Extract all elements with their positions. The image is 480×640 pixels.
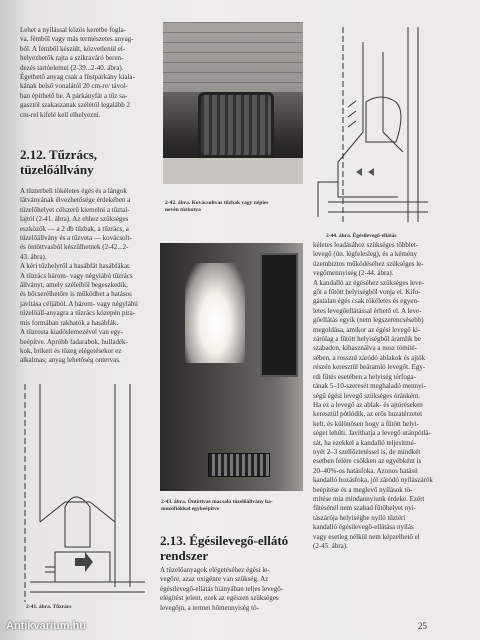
text-line: levegő (ún. légfelesleg), és a kémény xyxy=(313,250,417,259)
text-line: tüzelőáll-anyagra a tűzrács közepén pira- xyxy=(20,309,136,318)
text-line: levegőjn, a termet hőmennyiség tö- xyxy=(160,603,259,612)
text-line: üzembiztos működéséhez szükséges le- xyxy=(313,259,424,268)
text-line: sát, ha ezekkel a kandalló teljesítmé- xyxy=(313,438,417,447)
text-line: rdi fűtés esetében a helyiség térfoga- xyxy=(313,372,416,381)
text-line: beépítése és a meglevő nyílások tö- xyxy=(313,485,413,494)
text-line: Égethető anyag csak a füstpárkány kiala- xyxy=(20,73,135,82)
photo-242-caption xyxy=(165,200,305,214)
section-212-title-line2: tüzelőállvány xyxy=(20,162,94,177)
text-line: gőt a fűtött helyiségből vonja el. Kifo- xyxy=(313,288,421,297)
text-line: A kéri tűzhelyről a hasábfát hasábfákat. xyxy=(20,262,131,271)
fire-grate xyxy=(198,92,274,158)
watermark: Antikvarium.hu xyxy=(6,620,87,632)
text-line: keresztül pótlódik, az erős huzatérzetet xyxy=(313,410,423,419)
photo-242-caption-line1: 2-42. ábra. Kovácsoltvas tűzbak vagy népies xyxy=(165,200,269,206)
text-line: A tűzrács három- vagy négylábú tűzrács xyxy=(20,271,133,280)
text-line: és öntöttvasból készülhetnek (2-42...2- xyxy=(20,243,129,252)
diagram-air-supply xyxy=(308,22,458,232)
text-line: vegőre, azaz oxigénre van szükség. Az xyxy=(160,575,269,584)
diagram-fire-grate xyxy=(20,382,155,604)
section-212-title-line1: 2.12. Tűzrács, xyxy=(20,147,98,162)
section-213-title-line2: rendszer xyxy=(160,548,209,563)
text-line: vagy esetleg nélkül nem képzelhető el xyxy=(313,532,420,541)
text-line: A tüzterbeli tökéletes égés és a lángok xyxy=(20,187,127,195)
text-line: esetben felére csökken az egyébként is xyxy=(313,457,422,466)
text-line: gőellátás egyik (nem legszerencsésebb) xyxy=(313,316,424,325)
text-line: Lehet a nyílással közös keretbe fogla- xyxy=(20,26,126,34)
text-line: eszközök — a 2 db tűzbak, a tűzrács, a xyxy=(20,224,129,233)
text-line: elégítést jelent, ezek az egészen szükséges xyxy=(160,594,279,603)
section-213-body xyxy=(160,566,300,613)
text-line: javítása céljából. A három- vagy négylábú xyxy=(20,299,138,308)
text-line: ban építhető be. A párkányfát a tűz sa- xyxy=(20,91,128,100)
section-213-heading xyxy=(160,533,288,563)
text-line: tüzelőhelyet célszerű kiemelni a tűztal- xyxy=(20,205,130,214)
section-212-body xyxy=(20,187,160,366)
text-line: lajtól (2-41. ábra). Az ehhez szükséges xyxy=(20,215,129,224)
diagram-241-caption: 2-41. ábra. Tűzrács xyxy=(26,604,72,610)
text-line: alkalmas; anyag lehetőség ontervas. xyxy=(20,356,121,365)
photo-cast-iron-stand xyxy=(160,243,303,491)
text-line: kéletes leadásához szükséges többlet- xyxy=(313,241,419,249)
text-line: fűtésénél nem szabad fűtőhelyet nyi- xyxy=(313,504,417,513)
text-line: A kandalló az égéséhez szükséges leve- xyxy=(313,278,424,287)
text-line: helyezhetők rajta a szikraváró beren- xyxy=(20,54,124,63)
text-line: ból. A fémből készült, közvetlenül el- xyxy=(20,44,126,53)
text-line: kelt, és különösen hogy a fűtött helyi- xyxy=(313,419,419,428)
hearth-floor xyxy=(163,158,303,184)
text-line: tának 5–10-szeresét meghaladó mennyi- xyxy=(313,382,426,391)
text-line: ségű égési levegő szükséges óránként. xyxy=(313,391,421,400)
photo-243-caption-line1: 2-43. ábra. Öntöttvas macsaló tüzelőállvány ha- xyxy=(161,499,273,505)
left-top-text xyxy=(20,26,160,120)
text-line: Ha ez a levegő az ablak- és ajtóréseken xyxy=(313,400,423,409)
photo-243-caption xyxy=(161,499,306,513)
text-line: sében, a rosszul záródó ablakok és ajtók xyxy=(313,353,426,362)
ash-drawer-vent xyxy=(208,453,270,477)
text-line: séget lehűti. Javíthatja a levegő utánpótlá- xyxy=(313,429,431,438)
text-line: tüzelőállvány és a tűzveta — kovácsolt- xyxy=(20,234,132,243)
text-line: égésilevegő-ellátás hiányában teljes levegő- xyxy=(160,584,284,593)
text-line: beépítve. Apróbb fadarabok, hulladék- xyxy=(20,337,128,346)
text-line: (2-45. ábra). xyxy=(313,542,348,550)
fireplace-door xyxy=(260,253,298,377)
text-line: kandalló hozásfoka, jól záródó nyílászárók xyxy=(313,476,433,485)
text-line: mítése mia mindannyiunk érdeke. Ezért xyxy=(313,494,425,503)
text-line: A tüzelőanyagok elégetéséhez égési le- xyxy=(160,566,270,574)
text-line: gástalan égés csak tökéletes és egyen- xyxy=(313,297,420,306)
text-line: dezés tartóelemei (2-39...2-40. ábra). xyxy=(20,63,124,72)
text-line: kandalló égésilevegő-ellátása nyílás xyxy=(313,523,414,532)
text-line: kok, brikett és tőzeg elégetésekor ez xyxy=(20,346,122,355)
text-line: va, fémből vagy más természetes anyag- xyxy=(20,35,134,44)
section-213-title-line1: 2.13. Égésilevegő-ellátó xyxy=(160,533,289,548)
text-line: állványt, amely széleiből begeszkedik, xyxy=(20,281,128,290)
text-line: látványának élvezhetősége érdekében a xyxy=(20,196,131,205)
text-line: 43. ábra). xyxy=(20,252,47,261)
text-line: mis formában rakhatók a hasábfák. xyxy=(20,318,119,327)
text-line: letes levegőellátással érhető el. A leve- xyxy=(313,306,422,315)
text-line: cm-rel kifelé kell elhelyezni. xyxy=(20,110,101,119)
text-line: szabadon, kihasználva a nosz tömíté- xyxy=(313,344,417,353)
photo-242-caption-line2: nevén tüzkutya xyxy=(165,207,201,213)
text-line: vegőmennyiség (2-44. ábra). xyxy=(313,269,394,278)
page-number: 25 xyxy=(418,621,427,631)
text-line: és bőcserélhetőre is működhet a hatásos xyxy=(20,290,132,299)
section-212-heading xyxy=(20,147,97,177)
text-line: zárólag a fűtött helyiségből áramlik be xyxy=(313,335,421,344)
text-line: megoldása, amikor az égési levegő ki- xyxy=(313,325,421,334)
photo-fire-dog xyxy=(163,22,303,184)
diagram-244-caption: 2-44. ábra. Égésilevegő-ellátás xyxy=(326,233,397,239)
brick-wall xyxy=(163,22,303,92)
text-line: tászárója helyiségbe nyíló tűztéri xyxy=(313,513,406,522)
text-line: gasztól szakaszanak szélétől legalább 2 xyxy=(20,101,131,110)
photo-243-caption-line2: muzófiókkal egybeépítve xyxy=(161,506,220,512)
right-column-text xyxy=(313,241,463,551)
text-line: 20–40%-os hatásfoka. Azonos hatású xyxy=(313,466,418,475)
fire-flames xyxy=(185,263,245,363)
text-line: részén keresztül beáramló levegőt. Egy- xyxy=(313,363,426,372)
text-line: nyét 2–3 szellőztetéssel is, de mindkét xyxy=(313,447,421,456)
text-line: A tűzrostа kiadóslemezével van egy- xyxy=(20,328,124,337)
text-line: kának belső vonalától 20 cm-re/ távol- xyxy=(20,82,128,91)
